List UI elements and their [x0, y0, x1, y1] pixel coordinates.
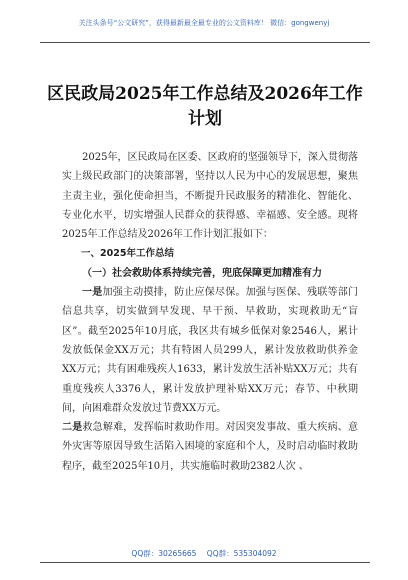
document-body [62, 148, 358, 476]
paragraph-2-text: 救急解难，发挥临时救助作用。对因突发事故、重大疾病、意外灾害等原因导致生活陷入困境的家庭和个人，及时启动临时救助程序，截至2025年10月，共实施临时救助2382人次 、 [62, 422, 359, 472]
subsection-heading: （一）社会救助体系持续完善，兜底保障更加精准有力 [82, 267, 322, 279]
paragraph-1-lead: 一是 [82, 287, 103, 299]
footer-contact [0, 548, 408, 559]
paragraph-2 [62, 418, 358, 476]
header-promo-note: 关注头条号“公文研究”，获得最新最全最专业的公文资料库！ 微信：gongwenyj [78, 19, 330, 27]
footer-divider [40, 562, 370, 563]
paragraph-2-lead: 二是 [62, 422, 83, 434]
section-heading: 一、2025年工作总结 [81, 248, 174, 260]
intro-paragraph: 2025年，区民政局在区委、区政府的坚强领导下，深入贯彻落实上级民政部门的决策部署，坚持以人民为中心的发展思想，聚焦主责主业，强化使命担当，不断提升民政服务的精准化、智能化、专业化水平，切实增强人民群众的获得感、幸福感、安全感。现将2025年工作总结及2026年工作计划汇报如下： [62, 152, 358, 241]
footer-qq-group-2: QQ群：535304092 [206, 549, 277, 558]
paragraph-1 [62, 283, 358, 418]
footer-qq-group-1: QQ群：30265665 [131, 549, 197, 558]
document-title: 区民政局2025年工作总结及2026年工作计划 [47, 84, 363, 129]
header-divider [40, 42, 370, 43]
paragraph-1-text: 加强主动摸排，防止应保尽保。加强与医保、残联等部门信息共享，切实做到早发现、早干预、早救助，实现救助无“盲区”。截至2025年10月底，我区共有城乡低保对象2546人，累计发放低保金XX万元；共有特困人员299人，累计发放救助供养金XX万元；共有困难残疾人1633，累计发放生活补贴XX万元；共有重度残疾人3376人，累计发放护理补贴XX万元；春节、中秋期间，向困难群众发放过节费XX万元。 [62, 287, 359, 414]
